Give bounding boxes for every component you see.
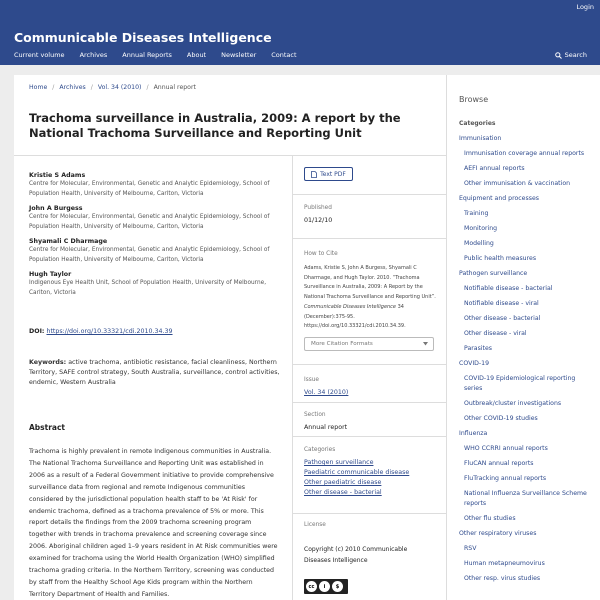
author xyxy=(29,237,284,265)
category-link[interactable]: Pathogen surveillance xyxy=(304,459,374,466)
by-icon: i xyxy=(319,581,330,592)
citation-format-label: More Citation Formats xyxy=(311,341,373,347)
doi-link[interactable]: https://doi.org/10.33321/cdi.2010.34.39 xyxy=(46,328,173,335)
login-link[interactable]: Login xyxy=(576,3,594,11)
browse-heading: Browse xyxy=(459,95,489,104)
sidebar-subcategory-link[interactable]: AEFI annual reports xyxy=(464,165,525,172)
author-affiliation: Centre for Molecular, Environmental, Genetic and Analytic Epidemiology, School of Population Health, University of Melbourne, Carlton, Victoria xyxy=(29,214,270,230)
search-label: Search xyxy=(564,51,587,59)
nav-newsletter[interactable]: Newsletter xyxy=(221,51,257,59)
nav-archives[interactable]: Archives xyxy=(79,51,108,59)
sidebar-category-link[interactable]: COVID-19 xyxy=(459,360,490,367)
nav-about[interactable]: About xyxy=(186,51,207,59)
citation-journal: Communicable Diseases Intelligence xyxy=(304,303,397,310)
pdf-button[interactable] xyxy=(304,167,353,181)
sidebar-subcategory-link[interactable]: Other resp. virus studies xyxy=(464,575,541,582)
sidebar-subcategory-link[interactable]: FluCAN annual reports xyxy=(464,460,534,467)
abstract-text: Trachoma is highly prevalent in remote Indigenous communities in Australia. The National Trachoma Surveillance and Reporting Unit was established in 2006 as a result of a Federal Government initiative to provide comprehensive surveillance data from regional and remote Indigenous communities considered by the jurisdictional population health staff to be 'At Risk' for endemic trachoma, defined as a trachoma prevalence of 5% or more. This report details the findings from the 2009 trachoma screening program together with trends in trachoma prevalence and screening coverage since 2006. Aboriginal children aged 1–9 years resident in At Risk communities were examined for trachoma using the World Health Organization (WHO) simplified trachoma grading criteria. In the Northern Territory, screening was conducted by staff from the Healthy School Age Kids program within the Northern Territory Department of Health and Families. xyxy=(29,448,278,598)
pdf-button-label: Text PDF xyxy=(320,170,346,178)
issue-link[interactable]: Vol. 34 (2010) xyxy=(304,389,349,396)
column-divider xyxy=(292,156,293,600)
sidebar-subcategory-link[interactable]: Notifiable disease - viral xyxy=(464,300,539,307)
author-affiliation: Centre for Molecular, Environmental, Genetic and Analytic Epidemiology, School of Population Health, University of Melbourne, Carlton, Victoria xyxy=(29,247,270,263)
divider xyxy=(293,402,446,403)
breadcrumb-home[interactable]: Home xyxy=(29,84,48,91)
divider xyxy=(293,364,446,365)
sidebar-subcategory-link[interactable]: Other disease - viral xyxy=(464,330,527,337)
nav-contact[interactable]: Contact xyxy=(271,51,297,59)
license-text: Copyright (c) 2010 Communicable Diseases Intelligence xyxy=(304,546,408,564)
cc-icon: cc xyxy=(306,581,317,592)
section-label: Section xyxy=(304,412,326,418)
file-icon xyxy=(311,171,317,178)
breadcrumb-volume[interactable]: Vol. 34 (2010) xyxy=(97,84,142,91)
divider xyxy=(293,436,446,437)
category-tree xyxy=(459,134,595,589)
how-to-cite-label: How to Cite xyxy=(304,251,338,257)
category-link[interactable]: Other paediatric disease xyxy=(304,479,382,486)
author-list xyxy=(29,171,284,303)
divider xyxy=(14,155,446,156)
breadcrumb-separator: / xyxy=(52,84,55,91)
sidebar xyxy=(446,75,600,600)
sidebar-subcategory-link[interactable]: FluTracking annual reports xyxy=(464,475,547,482)
sidebar-category-link[interactable]: Equipment and processes xyxy=(459,195,539,202)
sidebar-category-link[interactable]: Pathogen surveillance xyxy=(459,270,528,277)
author-name: Kristie S Adams xyxy=(29,172,86,179)
citation-main: Adams, Kristie S, John A Burgess, Shyamali C Dharmage, and Hugh Taylor. 2010. “Trachoma Surveillance in Australia, 2009: A Report by the National Trachoma Surveillance and Reporting Unit”. xyxy=(304,265,436,301)
divider xyxy=(293,513,446,514)
site-header xyxy=(0,0,600,65)
main-nav xyxy=(14,51,312,59)
categories-label: Categories xyxy=(304,447,336,453)
search-link[interactable] xyxy=(555,51,587,59)
category-link[interactable]: Other disease - bacterial xyxy=(304,489,382,496)
sidebar-subcategory-link[interactable]: Parasites xyxy=(464,345,492,352)
sidebar-category-link[interactable]: Other respiratory viruses xyxy=(459,530,537,537)
sidebar-subcategory-link[interactable]: Training xyxy=(464,210,489,217)
sidebar-subcategory-link[interactable]: Other COVID-19 studies xyxy=(464,415,538,422)
author-name: John A Burgess xyxy=(29,205,83,212)
categories-heading: Categories xyxy=(459,120,496,127)
nav-current-volume[interactable]: Current volume xyxy=(14,51,65,59)
breadcrumb-separator: / xyxy=(90,84,93,91)
breadcrumb-current: Annual report xyxy=(153,84,196,91)
keywords-label: Keywords: xyxy=(29,359,67,366)
sidebar-subcategory-link[interactable]: COVID-19 Epidemiological reporting series xyxy=(464,375,576,392)
published-label: Published xyxy=(304,205,332,211)
chevron-down-icon xyxy=(423,342,428,346)
sidebar-subcategory-link[interactable]: National Influenza Surveillance Scheme reports xyxy=(464,490,587,507)
site-title[interactable]: Communicable Diseases Intelligence xyxy=(14,30,272,45)
article-content xyxy=(14,75,446,600)
sidebar-subcategory-link[interactable]: Other flu studies xyxy=(464,515,516,522)
sidebar-subcategory-link[interactable]: Other immunisation & vaccination xyxy=(464,180,571,187)
nc-icon: $ xyxy=(332,581,343,592)
keywords xyxy=(29,358,284,387)
sidebar-subcategory-link[interactable]: Monitoring xyxy=(464,225,498,232)
breadcrumb-archives[interactable]: Archives xyxy=(59,84,86,91)
citation-details: 34 (December):375-95. https://doi.org/10.33321/cdi.2010.34.39. xyxy=(304,303,406,330)
author-affiliation: Centre for Molecular, Environmental, Genetic and Analytic Epidemiology, School of Population Health, University of Melbourne, Carlton, Victoria xyxy=(29,181,270,197)
category-links xyxy=(304,458,409,498)
sidebar-category-link[interactable]: Influenza xyxy=(459,430,488,437)
author xyxy=(29,171,284,199)
doi-label: DOI: xyxy=(29,328,45,335)
issue-label: Issue xyxy=(304,377,319,383)
divider xyxy=(293,194,446,195)
divider xyxy=(293,238,446,239)
section-value: Annual report xyxy=(304,424,348,431)
sidebar-subcategory-link[interactable]: WHO CCRRI annual reports xyxy=(464,445,548,452)
license-label: License xyxy=(304,522,326,528)
author xyxy=(29,270,284,298)
search-icon xyxy=(555,52,562,59)
sidebar-subcategory-link[interactable]: Immunisation coverage annual reports xyxy=(464,150,585,157)
sidebar-subcategory-link[interactable]: Public health measures xyxy=(464,255,537,262)
nav-annual-reports[interactable]: Annual Reports xyxy=(122,51,172,59)
author-name: Shyamali C Dharmage xyxy=(29,238,108,245)
sidebar-subcategory-link[interactable]: Notifiable disease - bacterial xyxy=(464,285,553,292)
article-title: Trachoma surveillance in Australia, 2009: A report by the National Trachoma Surveillance and Reporting Unit xyxy=(29,111,401,140)
breadcrumb-separator: / xyxy=(146,84,149,91)
published-date: 01/12/10 xyxy=(304,217,333,224)
keywords-value: active trachoma, antibiotic resistance, facial cleanliness, Northern Territory, SAFE control strategy, South Australia, surveillance, control activities, endemic, Western Australia xyxy=(29,359,280,386)
doi xyxy=(29,328,173,335)
category-link[interactable]: Paediatric communicable disease xyxy=(304,469,410,476)
author-name: Hugh Taylor xyxy=(29,271,72,278)
citation-text xyxy=(304,264,439,332)
abstract-heading: Abstract xyxy=(29,423,66,432)
cc-license-badge[interactable] xyxy=(304,579,348,594)
sidebar-subcategory-link[interactable]: RSV xyxy=(464,545,477,552)
author xyxy=(29,204,284,232)
author-affiliation: Indigenous Eye Health Unit, School of Population Health, University of Melbourne, Carlton, Victoria xyxy=(29,280,267,296)
sidebar-subcategory-link[interactable]: Modelling xyxy=(464,240,494,247)
sidebar-subcategory-link[interactable]: Outbreak/cluster investigations xyxy=(464,400,562,407)
sidebar-subcategory-link[interactable]: Other disease - bacterial xyxy=(464,315,541,322)
sidebar-category-link[interactable]: Immunisation xyxy=(459,135,502,142)
sidebar-subcategory-link[interactable]: Human metapneumovirus xyxy=(464,560,545,567)
breadcrumb xyxy=(29,84,196,91)
citation-format-dropdown[interactable] xyxy=(304,337,434,351)
